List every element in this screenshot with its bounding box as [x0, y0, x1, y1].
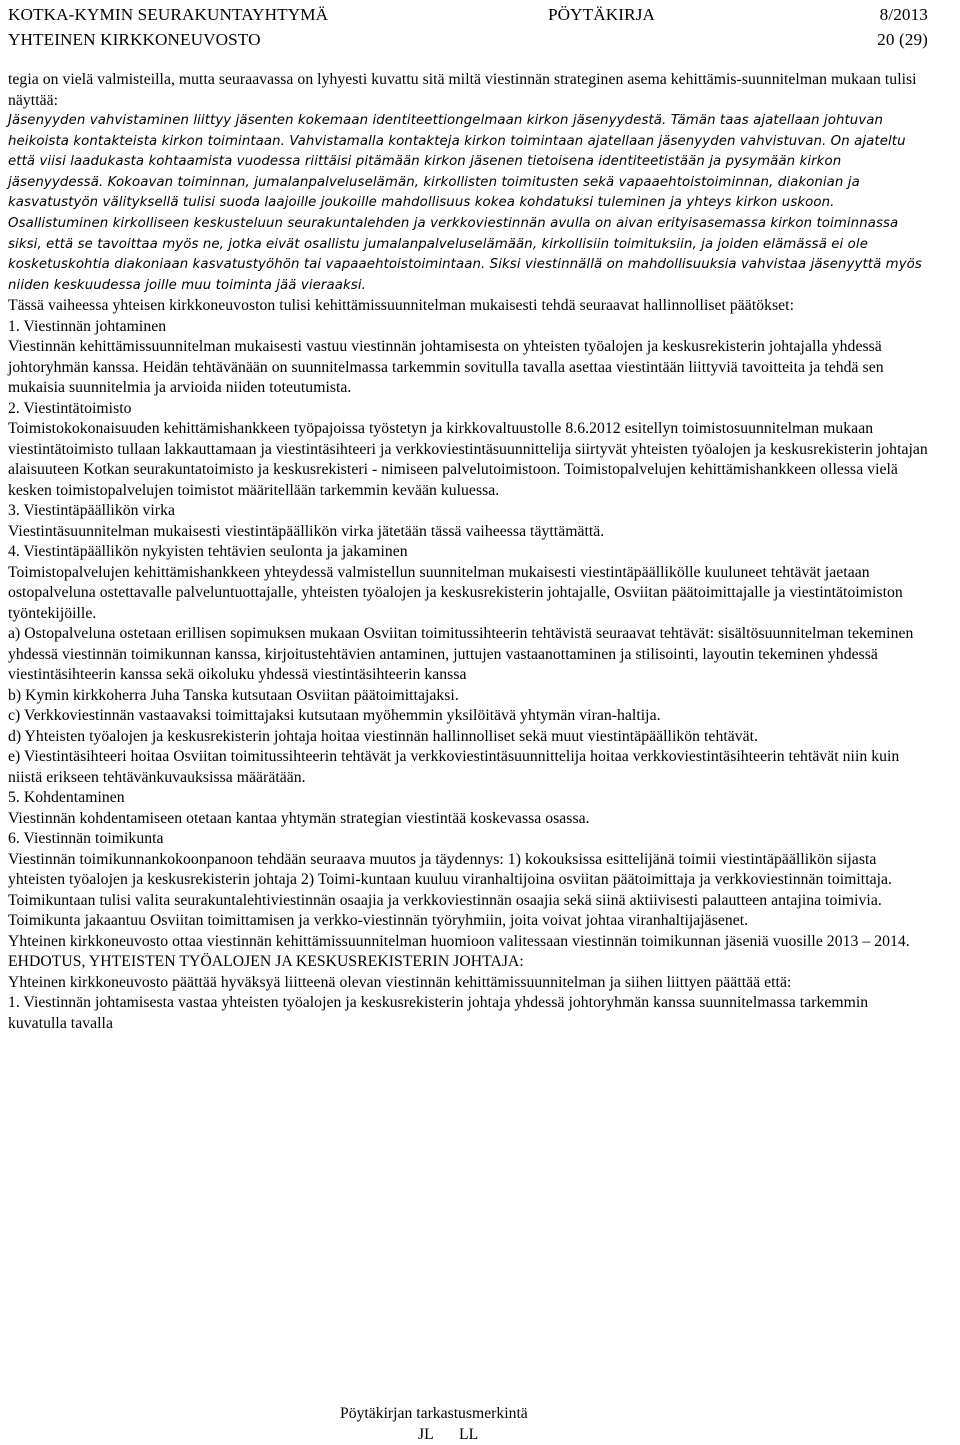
- paragraph: Yhteinen kirkkoneuvosto päättää hyväksyä liitteenä olevan viestinnän kehittämissuunnitelman ja siihen liittyen päättää että:: [8, 973, 930, 994]
- paragraph: a) Ostopalveluna ostetaan erillisen sopimuksen mukaan Osviitan toimitussihteerin tehtävistä seuraavat tehtävät: sisältösuunnitelman tekeminen yhdessä viestinnän toimikunnan kanssa, kirjoitustehtävien antaminen, juttujen vastaanottaminen ja stilisointi, layoutin tekeminen yhdessä viestintäsihteerin kanssa sekä oikoluku yhdessä viestintäsihteerin kanssa: [8, 624, 930, 686]
- quoted-paragraph: Jäsenyyden vahvistaminen liittyy jäsenten kokemaan identiteettiongelmaan kirkon jäsenyydestä. Tämän taas ajatellaan johtuvan heikoista kontakteista kirkon toimintaan. Vahvistamalla kontakteja kirkon toimintaan ajatellaan jäsenyyden vahvistuvan. On ajateltu että viisi laadukasta kohtaamista vuodessa riittäisi pitämään kirkon jäsenen tietoisena identiteetistään ja pysymään kirkon jäsenyydessä. Kokoavan toiminnan, jumalanpalveluselämän, kirkollisten toimitusten sekä vapaaehtoistoiminnan, diakonian ja kasvatustyön välityksellä tulisi suoda laajoille joukoille mahdollisuus kokea kohdatuksi tuleminen ja yhteys kirkon uskoon.: [8, 111, 930, 214]
- paragraph: c) Verkkoviestinnän vastaavaksi toimittajaksi kutsutaan myöhemmin yksilöitävä yhtymän viran-haltija.: [8, 706, 930, 727]
- document-number: 8/2013: [880, 2, 928, 27]
- paragraph: 1. Viestinnän johtaminen: [8, 317, 930, 338]
- document-header: [8, 2, 928, 52]
- paragraph: Viestintäsuunnitelman mukaisesti viestintäpäällikön virka jätetään tässä vaiheessa täyttämättä.: [8, 522, 930, 543]
- paragraph: Tässä vaiheessa yhteisen kirkkoneuvoston tulisi kehittämissuunnitelman mukaisesti tehdä seuraavat hallinnolliset päätökset:: [8, 296, 930, 317]
- organization-name: KOTKA-KYMIN SEURAKUNTAYHTYMÄ: [8, 2, 328, 27]
- paragraph: tegia on vielä valmisteilla, mutta seuraavassa on lyhyesti kuvattu sitä miltä viestinnän strateginen asema kehittämis-suunnitelman mukaan tulisi näyttää:: [8, 70, 930, 111]
- header-row-2: [8, 27, 928, 52]
- document-type: PÖYTÄKIRJA: [548, 2, 655, 27]
- paragraph: 1. Viestinnän johtamisesta vastaa yhteisten työalojen ja keskusrekisterin johtaja yhdessä johtoryhmän kanssa suunnitelmassa tarkemmin kuvatulla tavalla: [8, 993, 930, 1034]
- minutes-check-label: Pöytäkirjan tarkastusmerkintä: [340, 1404, 528, 1425]
- header-row-1: [8, 2, 928, 27]
- paragraph: Viestinnän kohdentamiseen otetaan kantaa yhtymän strategian viestintää koskevassa osassa.: [8, 809, 930, 830]
- paragraph: 4. Viestintäpäällikön nykyisten tehtävien seulonta ja jakaminen: [8, 542, 930, 563]
- paragraph: 3. Viestintäpäällikön virka: [8, 501, 930, 522]
- paragraph: 6. Viestinnän toimikunta: [8, 829, 930, 850]
- paragraph: 5. Kohdentaminen: [8, 788, 930, 809]
- paragraph: Toimikuntaan tulisi valita seurakuntalehtiviestinnän osaajia ja verkkoviestinnän osaajia sekä siinä aktiivisesti palautteen antajina toimivia. Toimikunta jakaantuu Osviitan toimittamisen ja verkko-viestinnän työryhmiin, joita voivat johtaa viranhaltijajäsenet.: [8, 891, 930, 932]
- paragraph: Toimistokokonaisuuden kehittämishankkeen työpajoissa työstetyn ja kirkkovaltuustolle 8.6.2012 esitellyn toimistosuunnitelman mukaan viestintätoimisto tullaan lakkauttamaan ja viestintäsihteeri ja verkkoviestintäsuunnittelija siirtyvät yhteisten työalojen ja keskusrekisterin johtajan alaisuuteen Kotkan seurakuntatoimisto ja keskusrekisteri - nimiseen palvelutoimistoon. Toimistopalvelujen kehittämishankkeen ollessa vielä kesken toimistopalvelujen toimistot määritellään tarkemmin kevään kuluessa.: [8, 419, 930, 501]
- quoted-paragraph: Osallistuminen kirkolliseen keskusteluun seurakuntalehden ja verkkoviestinnän avulla on aivan erityisasemassa kirkon toiminnassa siksi, että se tavoittaa myös ne, jotka eivät osallistu jumalanpalveluselämään, kirkollisiin toimituksiin, ja joiden elämässä ei ole kosketuskohtia diakoniaan kasvatustyöhön tai vapaaehtoistoimintaan. Siksi viestinnällä on mahdollisuuksia vahvistaa jäsenyyttä myös niiden keskuudessa joille muu toiminta jää vieraaksi.: [8, 214, 930, 296]
- page-number: 20 (29): [877, 27, 928, 52]
- document-body: [8, 70, 930, 1034]
- paragraph: EHDOTUS, YHTEISTEN TYÖALOJEN JA KESKUSREKISTERIN JOHTAJA:: [8, 952, 930, 973]
- governing-body: YHTEINEN KIRKKONEUVOSTO: [8, 27, 261, 52]
- paragraph: 2. Viestintätoimisto: [8, 399, 930, 420]
- checker-initials: JL LL: [340, 1425, 528, 1445]
- paragraph: b) Kymin kirkkoherra Juha Tanska kutsutaan Osviitan päätoimittajaksi.: [8, 686, 930, 707]
- document-footer: [340, 1404, 528, 1445]
- paragraph: d) Yhteisten työalojen ja keskusrekisterin johtaja hoitaa viestinnän hallinnolliset sekä muut viestintäpäällikön tehtävät.: [8, 727, 930, 748]
- paragraph: Yhteinen kirkkoneuvosto ottaa viestinnän kehittämissuunnitelman huomioon valitessaan viestinnän toimikunnan jäseniä vuosille 2013 – 2014.: [8, 932, 930, 953]
- paragraph: e) Viestintäsihteeri hoitaa Osviitan toimitussihteerin tehtävät ja verkkoviestintäsuunnittelija hoitaa verkkoviestintäsihteerin tehtävät niin kuin niistä erikseen tehtävänkuvauksissa määrätään.: [8, 747, 930, 788]
- paragraph: Viestinnän kehittämissuunnitelman mukaisesti vastuu viestinnän johtamisesta on yhteisten työalojen ja keskusrekisterin johtajalla yhdessä johtoryhmän kanssa. Heidän tehtävänään on suunnitelmassa tarkemmin sovitulla tavalla asettaa viestintään liittyviä tavoitteita ja tehdä sen mukaisia suunnitelmia ja arvioida niiden toteutumista.: [8, 337, 930, 399]
- paragraph: Toimistopalvelujen kehittämishankkeen yhteydessä valmistellun suunnitelman mukaisesti viestintäpäällikölle kuuluneet tehtävät jaetaan ostopalveluna ostettavalle palveluntuottajalle, yhteisten työalojen ja keskusrekisterin johtajalle, Osviitan päätoimittajalle ja viestintätoimiston työntekijöille.: [8, 563, 930, 625]
- paragraph: Viestinnän toimikunnankokoonpanoon tehdään seuraava muutos ja täydennys: 1) kokouksissa esittelijänä toimii viestintäpäällikön sijasta yhteisten työalojen ja keskusrekisterin johtaja 2) Toimi-kuntaan kuuluu viranhaltijoina osviitan päätoimittaja ja verkkoviestinnän toimittaja.: [8, 850, 930, 891]
